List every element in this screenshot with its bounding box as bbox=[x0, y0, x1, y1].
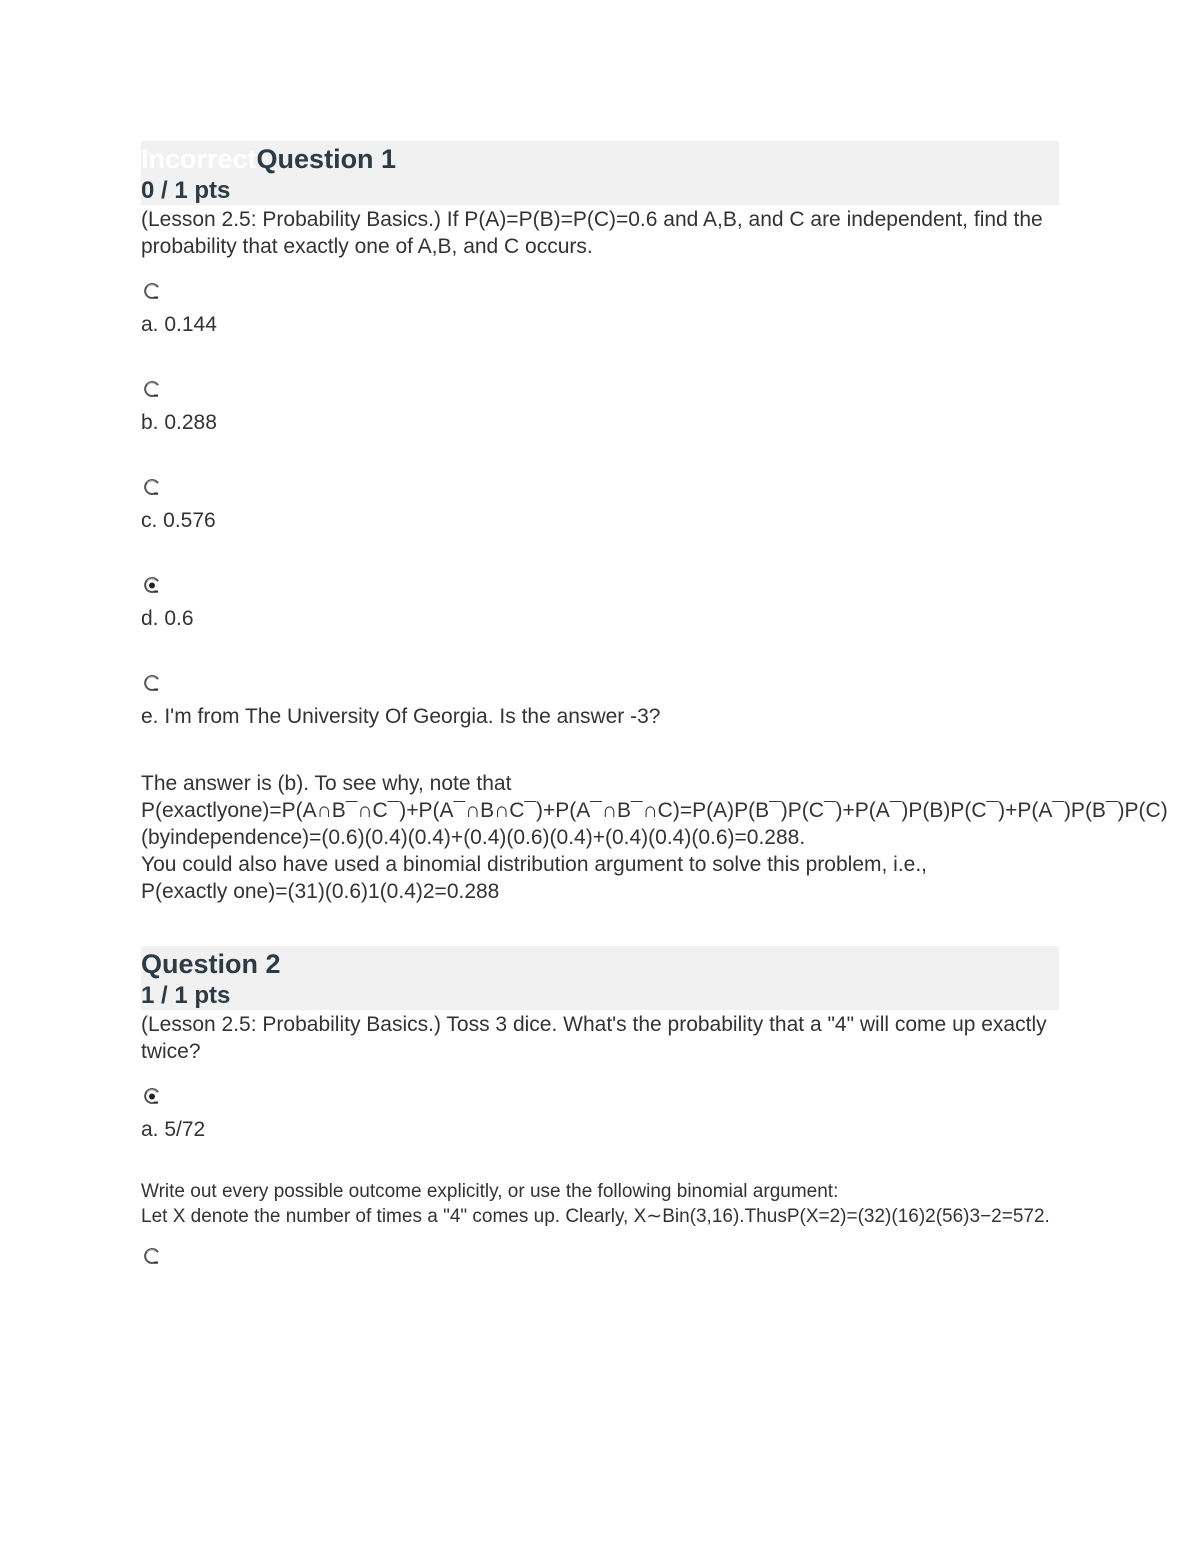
answer-list bbox=[141, 1087, 1059, 1143]
answer-list bbox=[141, 282, 1059, 730]
explanation-line: You could also have used a binomial distribution argument to solve this problem, i.e., bbox=[141, 853, 928, 876]
quiz-page bbox=[141, 141, 1168, 1277]
question-1-header bbox=[141, 141, 1059, 205]
answer-label: b. 0.288 bbox=[141, 411, 217, 434]
answer-option-a[interactable] bbox=[141, 282, 1059, 338]
explanation-line: P(exactlyone)=P(A∩B¯∩C¯)+P(A¯∩B∩C¯)+P(A¯∩B¯∩C)=P(A)P(B¯)P(C¯)+P(A¯)P(B)P(C¯)+P(A¯)P(B¯)P(C)(byindependence)=(0.6)(0.4)(0.4)+(0.4)(0.6)(0.4)+(0.4)(0.4)(0.6)=0.288. bbox=[141, 799, 1168, 849]
question-points: 0 / 1 pts bbox=[141, 177, 231, 204]
answer-label: a. 5/72 bbox=[141, 1118, 206, 1141]
answer-explanation bbox=[141, 1179, 1059, 1229]
answer-option-b[interactable] bbox=[141, 380, 1059, 436]
radio-checked-icon[interactable] bbox=[143, 1087, 161, 1105]
answer-option-d[interactable] bbox=[141, 576, 1059, 632]
question-text: (Lesson 2.5: Probability Basics.) Toss 3 dice. What's the probability that a "4" will come up exactly twice? bbox=[141, 1013, 1047, 1063]
radio-icon[interactable] bbox=[143, 282, 161, 300]
question-points: 1 / 1 pts bbox=[141, 982, 231, 1009]
answer-label: a. 0.144 bbox=[141, 313, 217, 336]
answer-option-c[interactable] bbox=[141, 478, 1059, 534]
explanation-line: The answer is (b). To see why, note that bbox=[141, 772, 512, 795]
answer-option-a[interactable] bbox=[141, 1087, 1059, 1143]
answer-label: c. 0.576 bbox=[141, 509, 216, 532]
question-title: Question 1 bbox=[256, 144, 397, 174]
explanation-line: Write out every possible outcome explicitly, or use the following binomial argument: bbox=[141, 1181, 839, 1202]
answer-label: d. 0.6 bbox=[141, 607, 194, 630]
question-title: Question 2 bbox=[141, 949, 281, 979]
question-2 bbox=[141, 946, 1059, 1265]
radio-icon[interactable] bbox=[143, 478, 161, 496]
answer-option-e[interactable] bbox=[141, 674, 1059, 730]
question-status: Incorrect bbox=[141, 144, 257, 174]
answer-explanation bbox=[141, 770, 1168, 905]
question-1 bbox=[141, 141, 1168, 905]
explanation-line: P(exactly one)=(31)(0.6)1(0.4)2=0.288 bbox=[141, 880, 500, 903]
answer-option-b[interactable] bbox=[141, 1247, 1059, 1265]
explanation-line: Let X denote the number of times a "4" comes up. Clearly, X∼Bin(3,16).ThusP(X=2)=(32)(16)2(56)3−2=572. bbox=[141, 1206, 1050, 1227]
radio-icon[interactable] bbox=[143, 674, 161, 692]
question-text: (Lesson 2.5: Probability Basics.) If P(A)=P(B)=P(C)=0.6 and A,B, and C are independent, find the probability that exactly one of A,B, and C occurs. bbox=[141, 208, 1043, 258]
radio-checked-icon[interactable] bbox=[143, 576, 161, 594]
radio-icon[interactable] bbox=[143, 380, 161, 398]
radio-icon[interactable] bbox=[143, 1247, 161, 1265]
question-2-header bbox=[141, 946, 1059, 1010]
answer-label: e. I'm from The University Of Georgia. Is the answer -3? bbox=[141, 705, 661, 728]
